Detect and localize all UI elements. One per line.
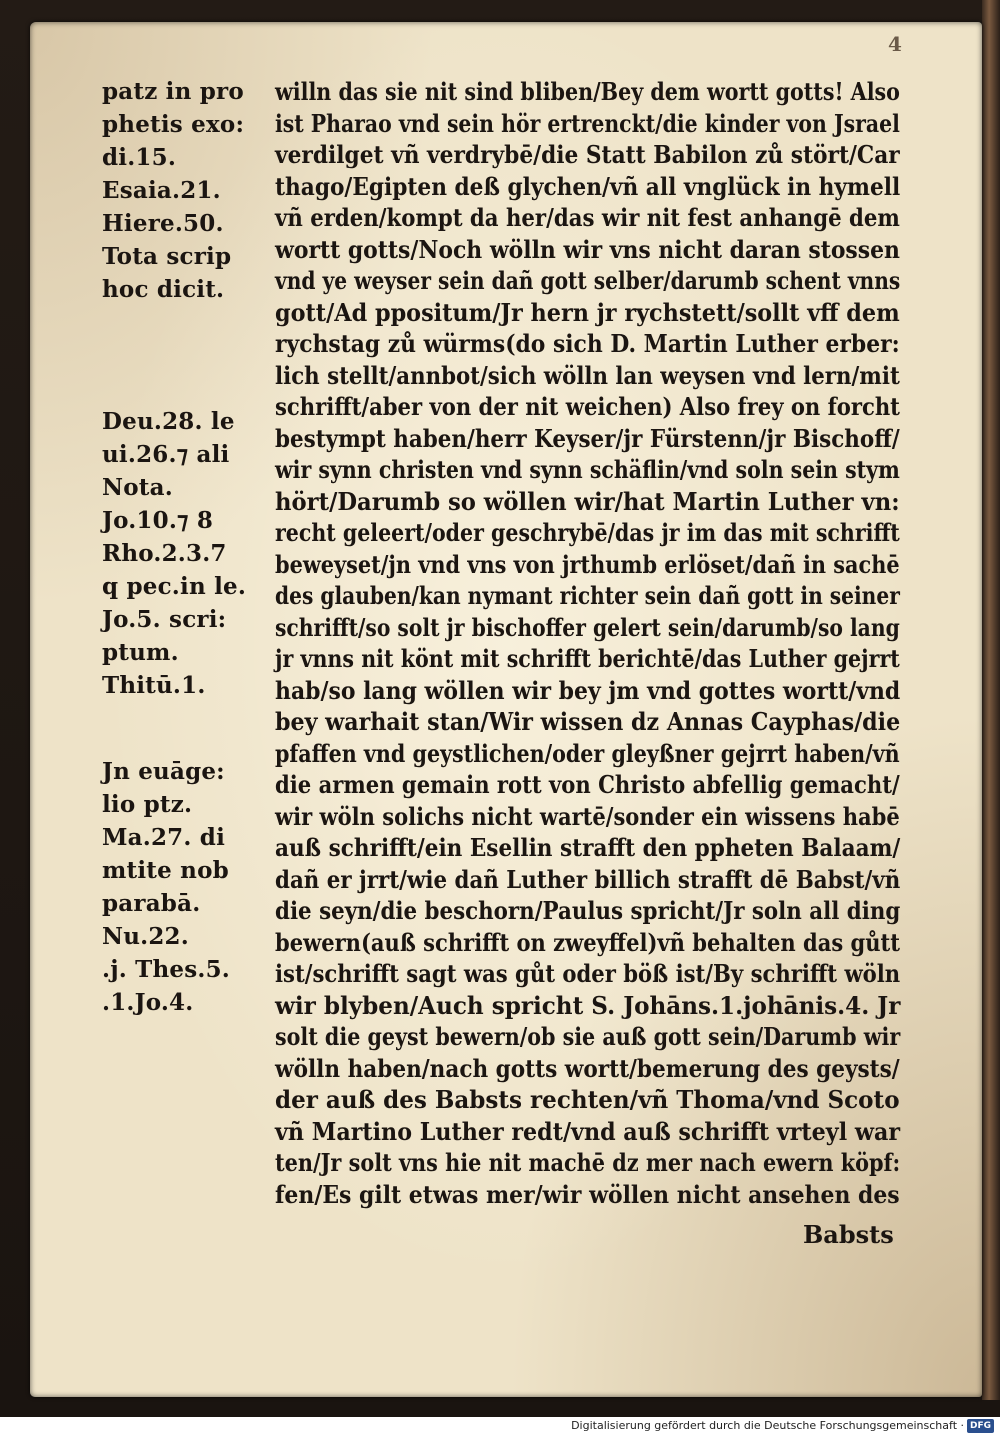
text-line: gott/Ad ppositum/Jr hern jr rychstett/sollt vff dem [275, 297, 900, 327]
text-line: wir wöln solichs nicht wartē/sonder ein wissens habē [275, 801, 900, 831]
footer-bar [0, 1417, 1000, 1435]
margin-note-line: ptum. [102, 639, 179, 666]
margin-note-line: Ma.27. di [102, 824, 226, 851]
margin-note-line: Nota. [102, 474, 173, 501]
margin-note-line: Esaia.21. [102, 177, 221, 204]
text-line: des glauben/kan nymant richter sein dañ gott in seiner [275, 581, 900, 610]
text-line: jr vnns nit könt mit schrifft berichtē/das Luther gejrrt [275, 644, 900, 673]
text-line: ist Pharao vnd sein hör ertrenckt/die kinder von Jsrael [275, 108, 900, 138]
text-line: bey warhait stan/Wir wissen dz Annas Cayphas/die [275, 707, 901, 736]
margin-note-line: mtite nob [102, 857, 229, 884]
margin-note-line: Thitū.1. [102, 672, 206, 699]
text-line: wölln haben/nach gotts wortt/bemerung des geysts/ [275, 1053, 900, 1083]
margin-note-line: Tota scrip [102, 243, 232, 270]
text-line: wir blyben/Auch spricht S. Johāns.1.johānis.4. Jr [275, 990, 901, 1020]
text-line: fen/Es gilt etwas mer/wir wöllen nicht ansehen des [275, 1179, 900, 1209]
text-line: wir synn christen vnd synn schäflin/vnd soln sein stym [275, 455, 900, 484]
margin-note-line: Jn euāge: [102, 758, 225, 785]
text-line: auß schrifft/ein Esellin strafft den ppheten Balaam/ [275, 833, 901, 862]
text-line: beweyset/jn vnd vns von jrthumb erlöset/dañ in sachē [275, 549, 900, 579]
catchword: Babsts [803, 1220, 894, 1249]
text-line: hört/Darumb so wöllen wir/hat Martin Luther vn: [275, 486, 900, 516]
margin-note-line: di.15. [102, 144, 177, 171]
text-line: hab/so lang wöllen wir bey jm vnd gottes wortt/vnd [275, 675, 901, 705]
dfg-logo: DFG [967, 1419, 994, 1433]
margin-note-line: Nu.22. [102, 923, 189, 950]
text-line: bewern(auß schrifft on zweyffel)vñ behalten das gůtt [275, 927, 900, 957]
margin-note-line: .1.Jo.4. [102, 989, 194, 1016]
margin-note-line: lio ptz. [102, 791, 193, 818]
text-line: vñ erden/kompt da her/das wir nit fest anhangē dem [275, 203, 900, 232]
text-line: die seyn/die beschorn/Paulus spricht/Jr soln all ding [275, 896, 901, 925]
text-line: bestympt haben/herr Keyser/jr Fürstenn/jr Bischoff/ [275, 423, 900, 453]
text-line: schrifft/so solt jr bischoffer gelert sein/darumb/so lang [275, 612, 900, 642]
text-line: ten/Jr solt vns hie nit machē dz mer nach ewern köpf: [275, 1148, 901, 1177]
text-line: verdilget vñ verdrybē/die Statt Babilon zů stört/Car [275, 140, 900, 169]
text-line: schrifft/aber von der nit weichen) Also frey on forcht [275, 392, 900, 421]
text-line: rychstag zů würms(do sich D. Martin Luther erber: [275, 329, 900, 358]
margin-note-line: Rho.2.3.7 [102, 540, 227, 567]
margin-note-line: Hiere.50. [102, 210, 224, 237]
margin-note-line: parabā. [102, 890, 201, 917]
text-line: vnd ye weyser sein dañ gott selber/darumb schent vnns [275, 266, 901, 295]
text-line: dañ er jrrt/wie dañ Luther billich strafft dē Babst/vñ [275, 864, 901, 894]
margin-note-line: Deu.28. le [102, 408, 235, 435]
margin-note-line: ui.26.⁊ ali [102, 441, 230, 468]
text-line: thago/Egipten deß glychen/vñ all vnglück in hymell [275, 171, 901, 201]
signature-mark: 4 [888, 32, 902, 56]
margin-note-line: Jo.10.⁊ 8 [102, 507, 214, 534]
margin-note-line: hoc dicit. [102, 276, 225, 303]
text-line: solt die geyst bewern/ob sie auß gott sein/Darumb wir [275, 1022, 901, 1051]
book-spine-edge [982, 0, 1000, 1400]
text-line: die armen gemain rott von Christo abfellig gemacht/ [275, 770, 900, 799]
margin-note-line: patz in pro [102, 78, 244, 105]
text-line: wortt gotts/Noch wölln wir vns nicht daran stossen [275, 234, 900, 264]
margin-note-line: Jo.5. scri: [102, 606, 227, 633]
margin-note-line: q pec.in le. [102, 573, 247, 600]
margin-note-line: .j. Thes.5. [102, 956, 230, 983]
text-line: pfaffen vnd geystlichen/oder gleyßner gejrrt haben/vñ [275, 738, 900, 768]
text-line: lich stellt/annbot/sich wölln lan weysen vnd lern/mit [275, 360, 900, 390]
text-line: der auß des Babsts rechten/vñ Thoma/vnd Scoto [275, 1085, 900, 1114]
margin-note-line: phetis exo: [102, 111, 245, 138]
funding-credit: Digitalisierung gefördert durch die Deutsche Forschungsgemeinschaft · [571, 1419, 964, 1432]
text-line: ist/schrifft sagt was gůt oder böß ist/By schrifft wöln [275, 959, 901, 988]
text-line: willn das sie nit sind bliben/Bey dem wortt gotts! Also [275, 77, 900, 106]
text-line: recht geleert/oder geschrybē/das jr im das mit schrifft [275, 518, 900, 547]
text-line: vñ Martino Luther redt/vnd auß schrifft vrteyl war [275, 1116, 901, 1146]
